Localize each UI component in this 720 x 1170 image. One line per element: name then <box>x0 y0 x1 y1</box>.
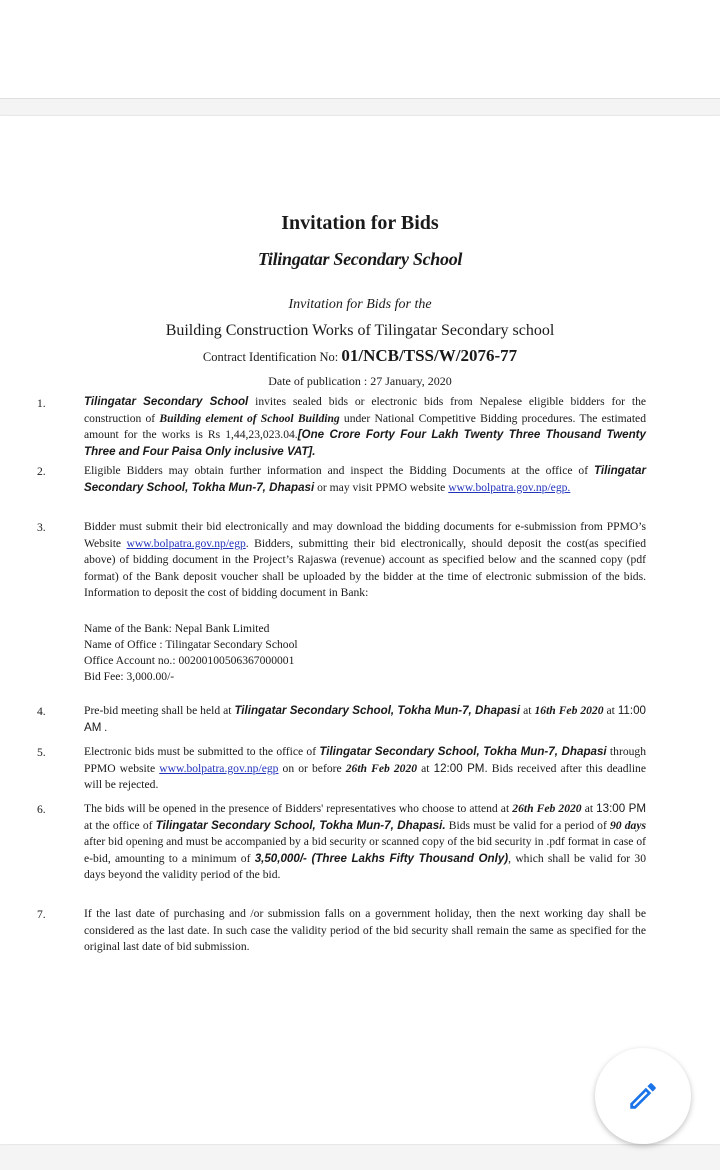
item-text: Bids must be valid for a period of <box>445 818 610 832</box>
item-text: at <box>417 761 434 775</box>
office-ref: Tilingatar Secondary School, Tokha Mun-7, Dhapasi <box>84 464 646 494</box>
list-item <box>84 801 646 884</box>
place-ref: Tilingatar Secondary School, Tokha Mun-7, Dhapasi <box>319 745 607 758</box>
time-ref: 11:00 AM <box>84 704 646 734</box>
item-text: Eligible Bidders may obtain further information and inspect the Bidding Documents at the office of <box>84 464 595 477</box>
time-ref: 12:00 PM. <box>433 761 488 775</box>
document-page <box>0 116 720 1144</box>
ppmo-link[interactable]: www.bolpatra.gov.np/egp <box>126 536 246 550</box>
item-text: The bids will be opened in the presence of Bidders' representatives who choose to attend at <box>84 802 513 815</box>
school-ref: Tilingatar Secondary School <box>84 395 249 408</box>
item-number: 4. <box>37 705 46 718</box>
list-item <box>84 463 646 496</box>
time-ref: 13:00 PM <box>596 802 646 815</box>
date-ref: 26th Feb 2020 <box>512 802 582 815</box>
amount-words: [One Crore Forty Four Lakh Twenty Three Thousand Twenty Three and Four Paisa Only inclusive VAT]. <box>84 428 646 458</box>
item-text: . Bidders, submitting their bid electronically, should deposit the cost(as specified above) of bidding document in the Project’s Rajaswa (revenue) account as specified below and the scanned copy (pdf format) of the Bank deposit voucher shall be uploaded by the bidder at the time of electronic submission of the bids. Information to deposit the cost of bidding document in Bank: <box>84 536 646 599</box>
item-text: at <box>603 704 618 717</box>
office-name: Name of Office : Tilingatar Secondary School <box>84 638 298 651</box>
item-number: 3. <box>37 521 46 534</box>
item-number: 1. <box>37 397 46 410</box>
date-ref: 26th Feb 2020 <box>345 761 418 775</box>
viewer-top-bar <box>0 0 720 99</box>
works-title: Building Construction Works of Tilingatar Secondary school <box>165 322 555 339</box>
item-number: 6. <box>37 803 46 816</box>
bid-fee: Bid Fee: 3,000.00/- <box>84 670 175 683</box>
item-text: . <box>101 720 108 734</box>
item-text: at <box>520 704 535 717</box>
item-text: Electronic bids must be submitted to the office of <box>84 745 320 758</box>
list-item <box>84 744 646 794</box>
subtitle: Invitation for Bids for the <box>288 297 432 312</box>
item-text: Bidder must submit their bid electronically and may download the bidding documents for e-submission from PPMO’s Website <box>84 520 646 550</box>
item-text: Pre-bid meeting shall be held at <box>84 704 235 717</box>
place-ref: Tilingatar Secondary School, Tokha Mun-7, Dhapasi. <box>155 818 446 832</box>
item-text: Bids received after this deadline will be rejected. <box>84 761 646 791</box>
item-text: under National Competitive Bidding procedures. The estimated amount for the works is Rs 1,44,23,023.04. <box>84 411 646 441</box>
item-text: after bid opening and must be accompanied by a bid security or scanned copy of the bid security in .pdf format in case of e-bid, amounting to a minimum of <box>84 835 646 865</box>
item-text: through PPMO website <box>84 745 647 775</box>
bank-name: Name of the Bank: Nepal Bank Limited <box>84 622 270 635</box>
pencil-icon <box>626 1079 660 1113</box>
list-item <box>84 519 646 602</box>
contract-number: 01/NCB/TSS/W/2076-77 <box>341 346 518 365</box>
item-text: at the office of <box>84 818 156 832</box>
item-text: invites sealed bids or electronic bids from Nepalese eligible bidders for the construction of <box>84 395 647 425</box>
item-number: 7. <box>37 908 46 921</box>
school-name: Tilingatar Secondary School <box>257 249 463 269</box>
list-item: If the last date of purchasing and /or submission falls on a government holiday, then the next working day shall be considered as the last date. In such case the validity period of the bid security shall remain the same as specified for the original last date of bid submission. <box>84 907 646 953</box>
bank-info <box>84 621 298 685</box>
place-ref: Tilingatar Secondary School, Tokha Mun-7, Dhapasi <box>234 704 521 717</box>
list-item <box>84 394 646 460</box>
contract-label: Contract Identification No: <box>202 350 342 364</box>
publication-date: Date of publication : 27 January, 2020 <box>268 374 452 388</box>
list-item <box>84 703 646 736</box>
date-ref: 16th Feb 2020 <box>534 704 604 717</box>
contract-id <box>0 346 720 366</box>
ppmo-link[interactable]: www.bolpatra.gov.np/egp <box>159 761 279 775</box>
validity-days: 90 days <box>610 818 647 832</box>
account-number: Office Account no.: 00200100506367000001 <box>84 654 295 667</box>
page-title: Invitation for Bids <box>281 212 439 234</box>
item-text: at <box>581 802 597 815</box>
item-number: 2. <box>37 465 46 478</box>
edit-button[interactable] <box>595 1048 691 1144</box>
item-number: 5. <box>37 746 46 759</box>
item-text: or may visit PPMO website <box>314 480 449 494</box>
work-name: Building element of School Building <box>159 411 340 425</box>
ppmo-link[interactable]: www.bolpatra.gov.np/egp. <box>448 480 571 494</box>
security-amount: 3,50,000/- (Three Lakhs Fifty Thousand Only) <box>254 851 509 865</box>
item-text: , which shall be valid for 30 days beyond the validity period of the bid. <box>84 851 646 881</box>
item-text: on or before <box>278 761 346 775</box>
